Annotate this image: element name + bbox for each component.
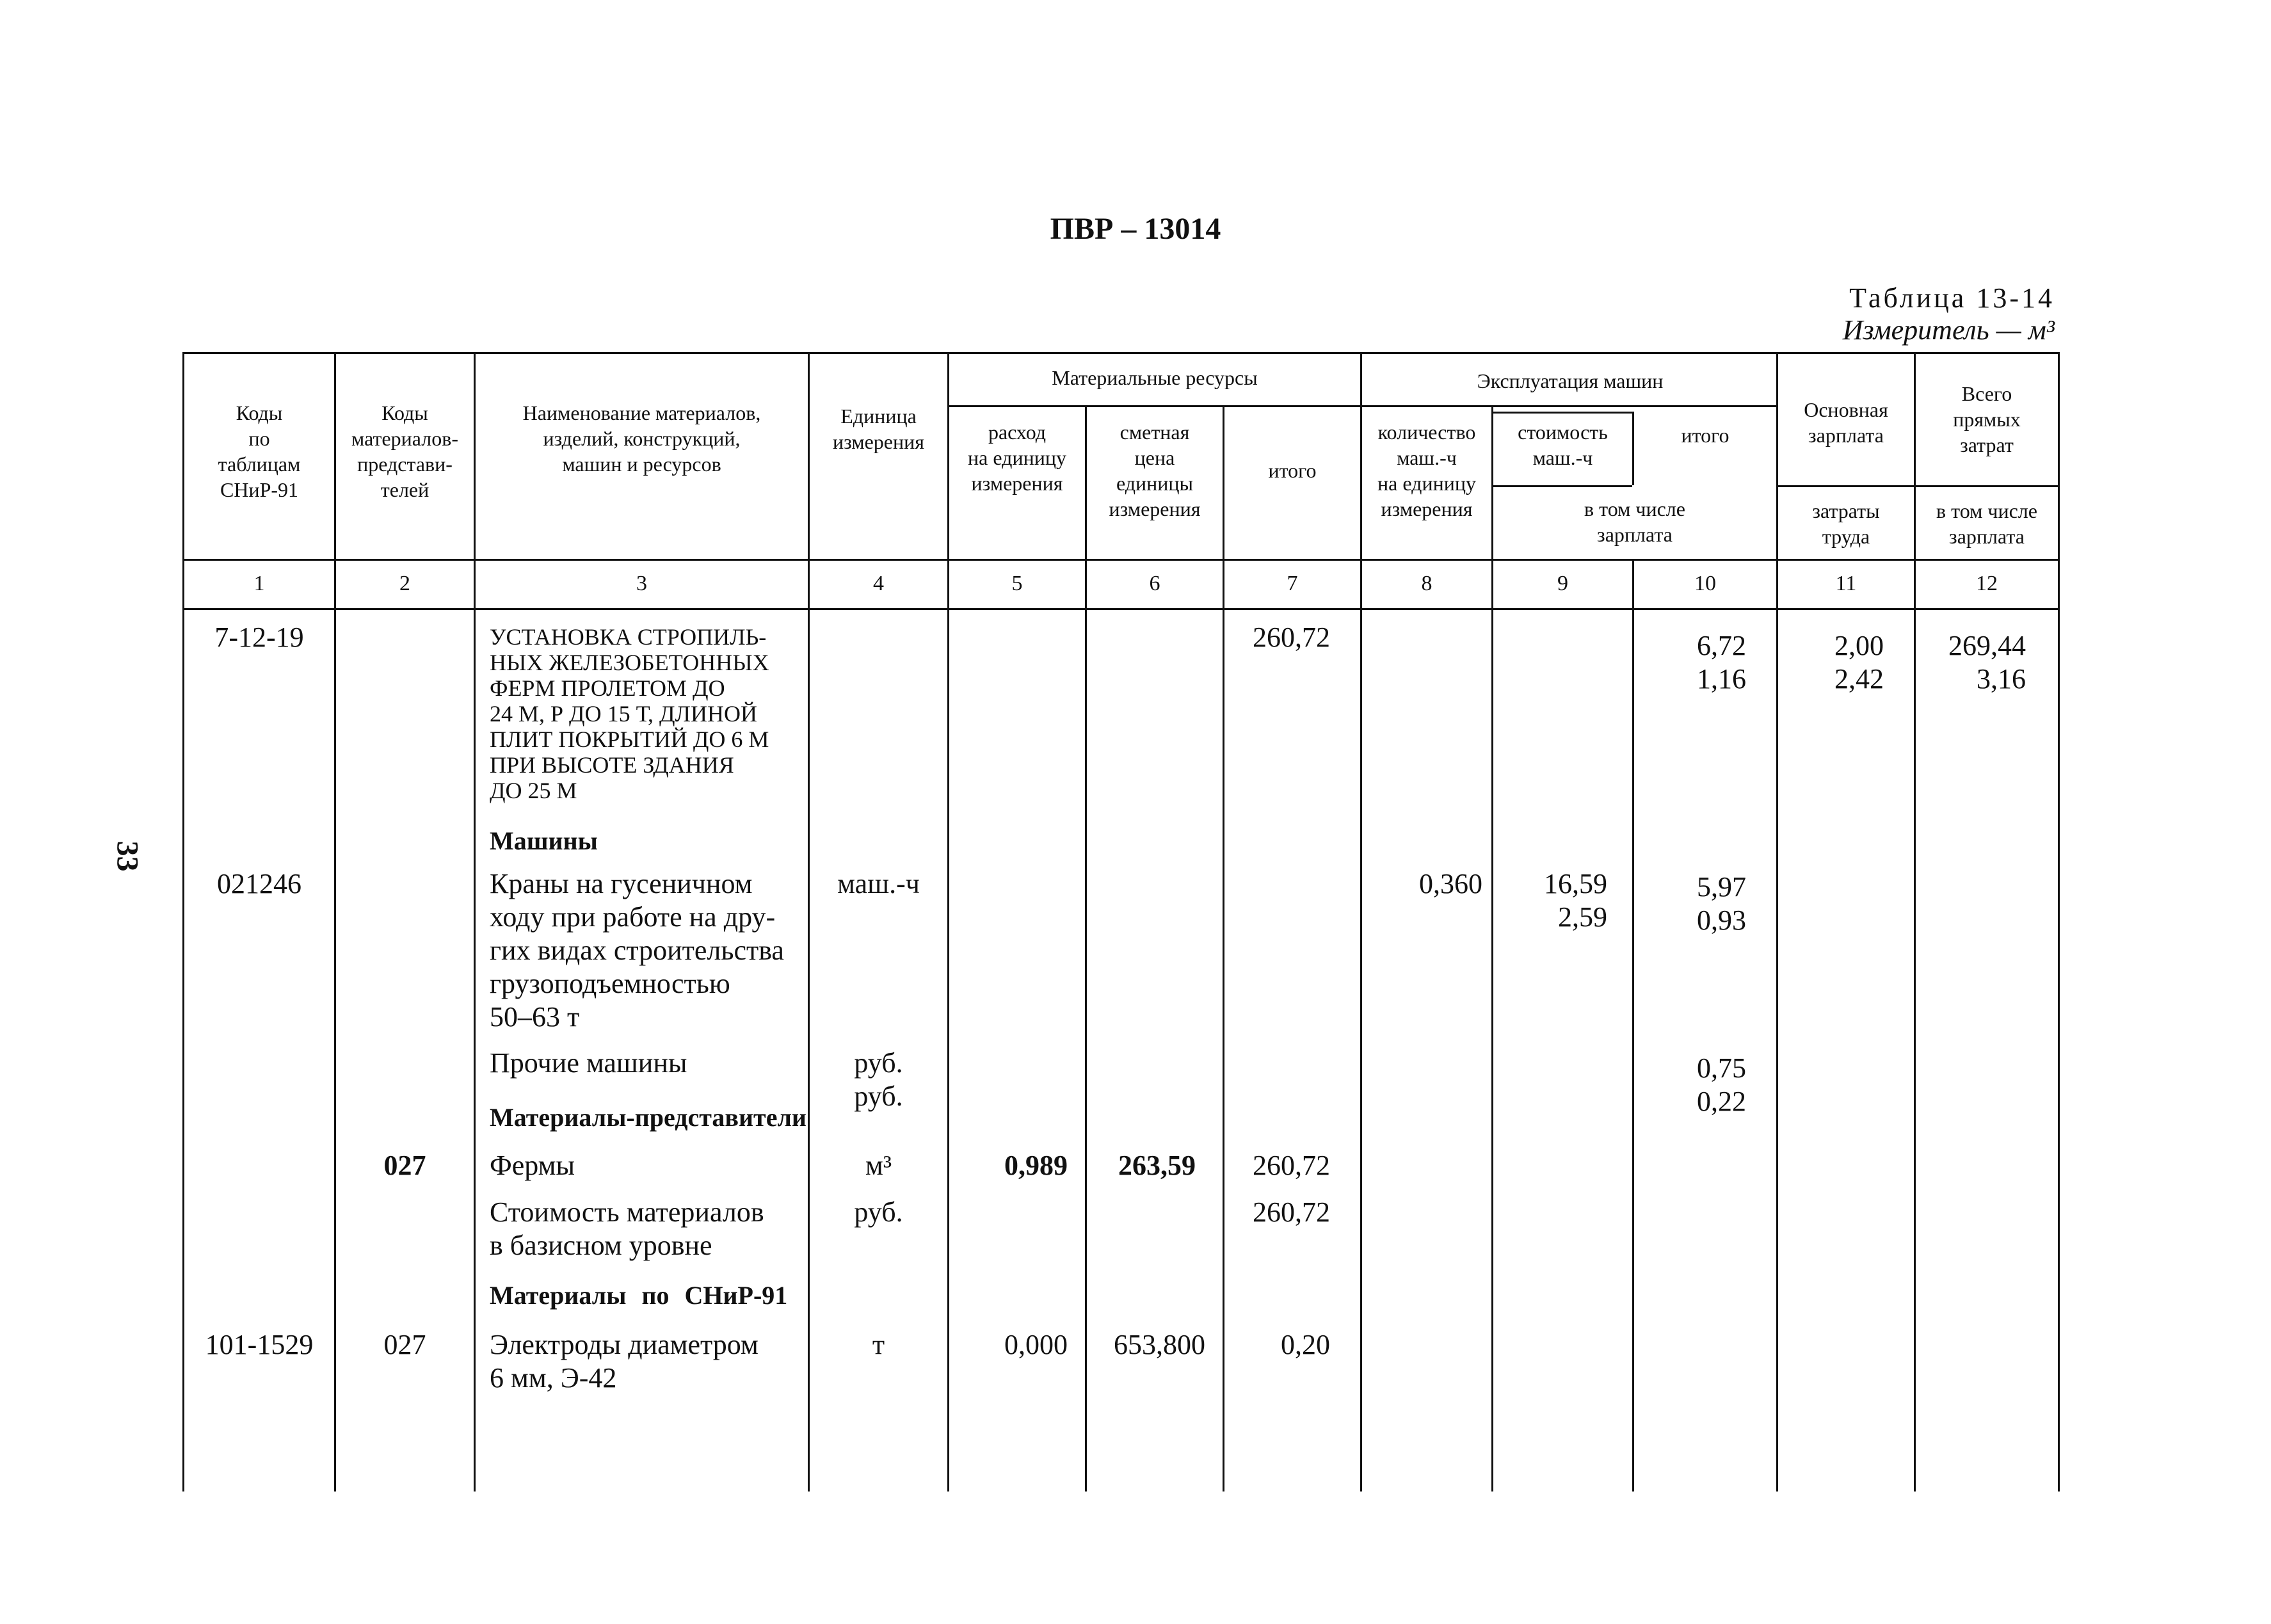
col-number-5: 5 (1011, 572, 1023, 595)
header-col11: Основная зарплата (1804, 398, 1888, 447)
col-number-11: 11 (1835, 572, 1857, 595)
truss-col7: 260,72 (1253, 1150, 1330, 1181)
electrodes-name: Электроды диаметром 6 мм, Э-42 (490, 1329, 758, 1394)
col-number-10: 10 (1694, 572, 1716, 595)
col-number-4: 4 (873, 572, 884, 595)
header-col10: итого (1681, 424, 1729, 447)
table-label: Таблица 13-14 (1849, 282, 2055, 314)
cost-name: Стоимость материалов в базисном уровне (490, 1196, 764, 1261)
section-machines: Машины (490, 826, 598, 855)
grid-vline-3 (808, 352, 810, 1491)
col-number-7: 7 (1287, 572, 1298, 595)
crane-unit: маш.-ч (837, 868, 920, 899)
header-col9: стоимость маш.-ч (1518, 421, 1608, 469)
grid-vline-2 (474, 352, 476, 1491)
crane-name: Краны на гусеничном ходу при работе на дру- гих видах строительства грузоподъемностью 50–63 т (490, 868, 784, 1033)
truss-code2: 027 (383, 1150, 426, 1181)
header-col4: Единица измерения (833, 405, 924, 453)
grid-line-sub-9-10 (1491, 412, 1632, 414)
header-col5: расход на единицу измерения (968, 421, 1066, 495)
header-col11-sub: затраты труда (1812, 499, 1880, 548)
electrodes-code: 101-1529 (205, 1329, 314, 1360)
truss-col6: 263,59 (1118, 1150, 1196, 1181)
col-number-6: 6 (1149, 572, 1160, 595)
grid-vline-0 (182, 352, 184, 1491)
grid-vline-4 (947, 352, 949, 1491)
header-group-machines: Эксплуатация машин (1477, 369, 1664, 392)
grid-vline-9 (1632, 559, 1634, 1491)
grid-line-sub-9-10b (1491, 485, 1632, 487)
main-code: 7-12-19 (214, 622, 304, 653)
grid-vline-12 (2058, 352, 2060, 1491)
header-col7: итого (1268, 459, 1317, 482)
col-number-9: 9 (1557, 572, 1568, 595)
grid-vline-1 (334, 352, 336, 1491)
col-number-2: 2 (399, 572, 410, 595)
header-col12: Всего прямых затрат (1953, 382, 2021, 456)
col-number-8: 8 (1421, 572, 1432, 595)
crane-col10: 5,97 0,93 (1697, 871, 1746, 936)
other-name: Прочие машины (490, 1047, 687, 1079)
main-name: УСТАНОВКА СТРОПИЛЬ- НЫХ ЖЕЛЕЗОБЕТОННЫХ ФЕРМ ПРОЛЕТОМ ДО 24 М, Р ДО 15 Т, ДЛИНОЙ ПЛИТ ПОКРЫТИЙ ДО 6 М ПРИ ВЫСОТЕ ЗДАНИЯ ДО 25 М (490, 624, 769, 803)
truss-col5: 0,989 (1004, 1150, 1068, 1181)
col-number-12: 12 (1976, 572, 1998, 595)
header-col6: сметная цена единицы измерения (1109, 421, 1201, 520)
section-snir: Материалы по СНиР-91 (490, 1281, 788, 1310)
section-representatives: Материалы-представители (490, 1103, 806, 1132)
main-col10: 6,72 1,16 (1697, 630, 1746, 695)
other-unit: руб. руб. (854, 1047, 903, 1112)
electrodes-col6: 653,800 (1114, 1329, 1205, 1360)
crane-code: 021246 (217, 868, 301, 899)
header-col8: количество маш.-ч на единицу измерения (1377, 421, 1476, 520)
main-total7: 260,72 (1253, 622, 1330, 653)
measure-unit: Измеритель — м³ (1842, 314, 2055, 346)
grid-vline-8 (1491, 405, 1493, 1491)
electrodes-col5: 0,000 (1004, 1329, 1068, 1360)
col-number-3: 3 (636, 572, 647, 595)
crane-col9: 16,59 2,59 (1544, 868, 1607, 933)
electrodes-code2: 027 (383, 1329, 426, 1360)
header-col3: Наименование материалов, изделий, конструкций, машин и ресурсов (522, 401, 761, 476)
col-number-1: 1 (253, 572, 265, 595)
grid-line-sub-11-12 (1776, 485, 2058, 487)
header-col1: Коды по таблицам СНиР-91 (218, 401, 301, 501)
main-col11: 2,00 2,42 (1834, 630, 1884, 695)
header-col9-10-sub: в том числе зарплата (1584, 497, 1685, 546)
header-col2: Коды материалов- представи- телей (351, 401, 458, 501)
main-col12: 269,44 3,16 (1948, 630, 2026, 695)
truss-name: Фермы (490, 1150, 575, 1181)
electrodes-unit: т (872, 1329, 885, 1360)
header-group-materials: Материальные ресурсы (1052, 366, 1258, 389)
document-title: ПВР – 13014 (1050, 212, 1221, 246)
other-col10: 0,75 0,22 (1697, 1052, 1746, 1117)
cost-col7: 260,72 (1253, 1196, 1330, 1228)
electrodes-col7: 0,20 (1281, 1329, 1330, 1360)
page-number: 33 (110, 840, 145, 872)
grid-vline-7 (1360, 352, 1362, 1491)
crane-col8: 0,360 (1419, 868, 1482, 899)
cost-unit: руб. (854, 1196, 903, 1228)
truss-unit: м³ (865, 1150, 892, 1181)
header-col12-sub: в том числе зарплата (1936, 499, 2037, 548)
